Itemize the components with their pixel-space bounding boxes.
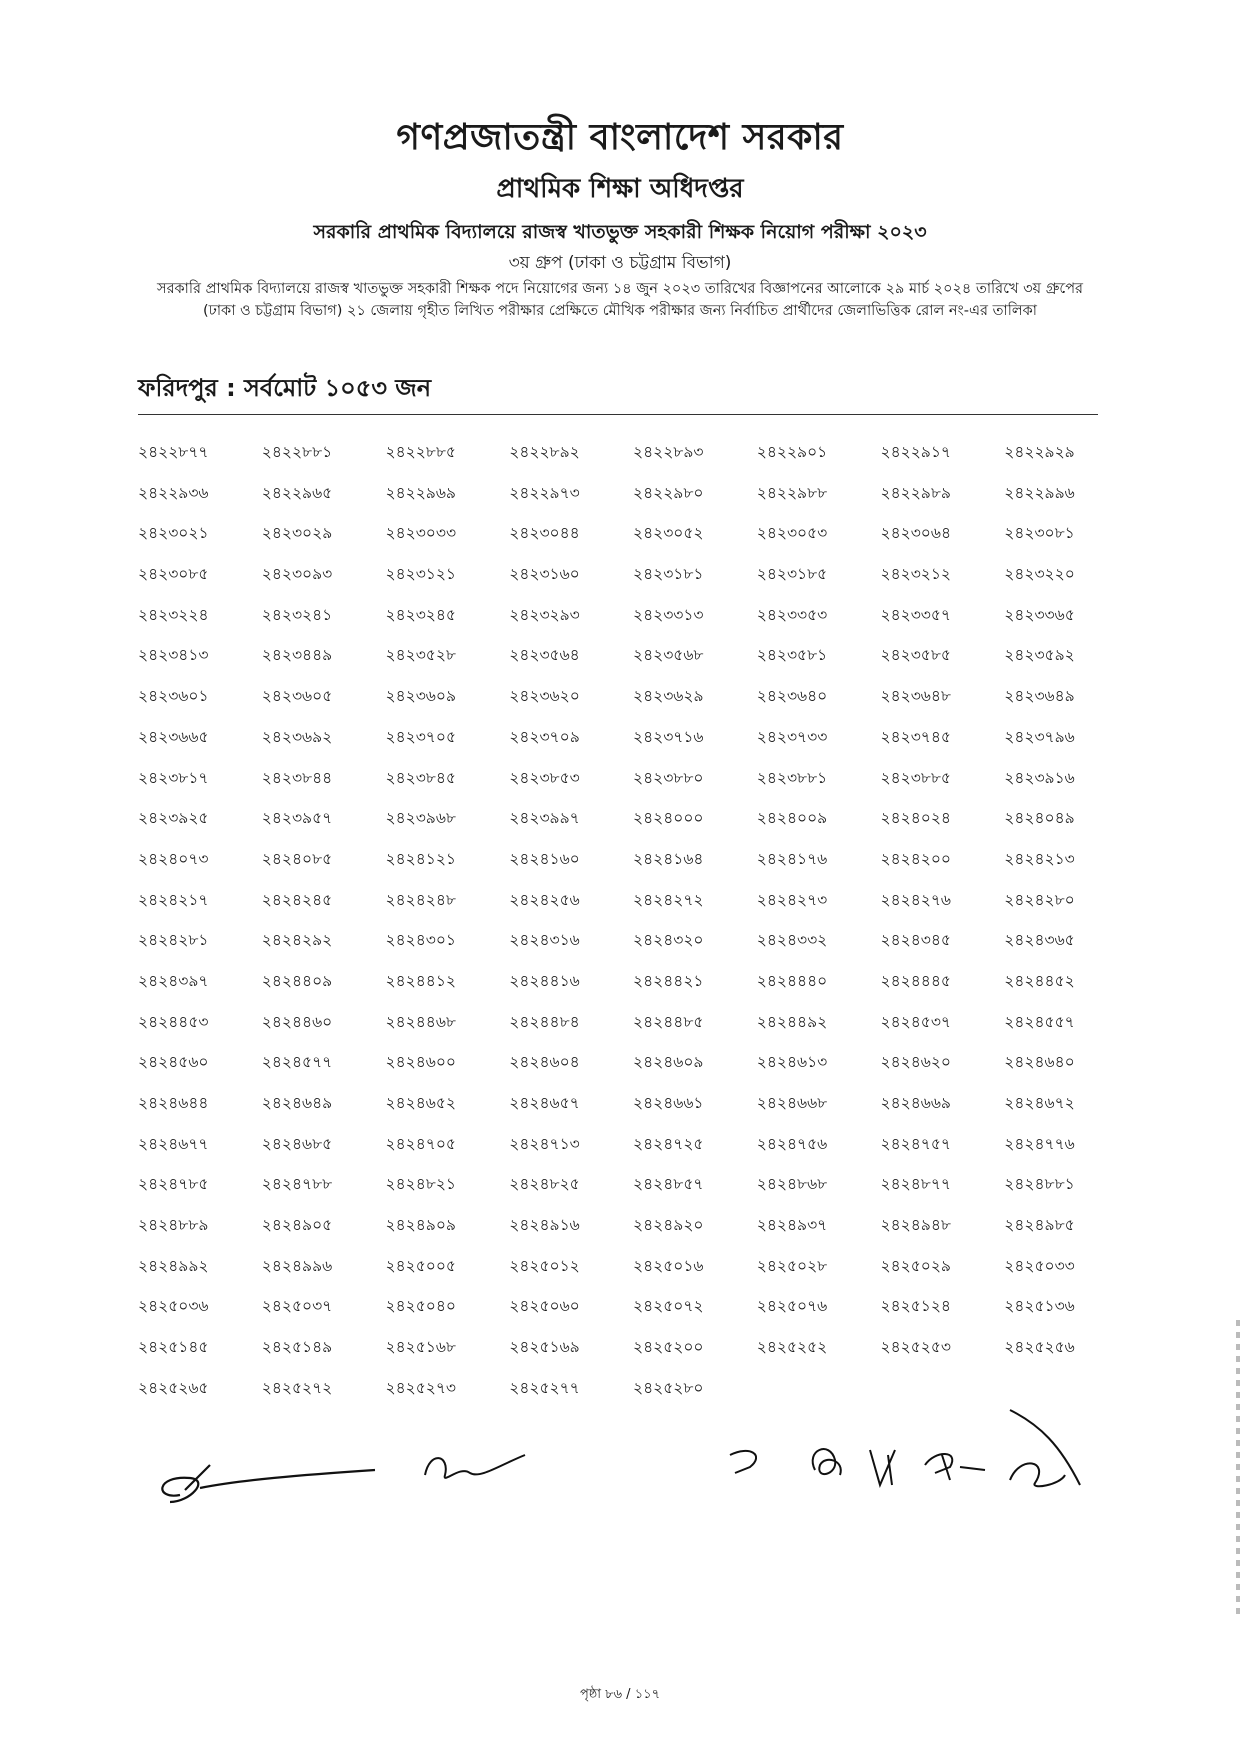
roll-number: ২৪২৪৬৭২ <box>1004 1094 1075 1112</box>
roll-number: ২৪২৫০৪০ <box>385 1297 456 1316</box>
roll-number: ২৪২২৯৮০ <box>633 483 704 502</box>
signature-right-icon <box>720 1395 1120 1505</box>
roll-number: ২৪২৩৯৫৭ <box>261 809 333 828</box>
roll-number: ২৪২৪৫৬০ <box>138 1053 209 1072</box>
roll-number: ২৪২৪৮২৫ <box>509 1175 580 1194</box>
roll-number: ২৪২৩৪১৩ <box>138 646 209 665</box>
roll-number: ২৪২২৯৯৬ <box>1004 483 1075 502</box>
roll-number: ২৪২৩০৯৩ <box>261 565 333 584</box>
roll-number: ২৪২৫২৭২ <box>261 1378 333 1397</box>
roll-number: ২৪২৪২১৩ <box>1004 849 1075 868</box>
roll-number: ২৪২৪৯৯২ <box>138 1256 209 1275</box>
roll-number: ২৪২৪৭৫৭ <box>880 1134 951 1153</box>
roll-number: ২৪২৩০২১ <box>138 524 209 543</box>
roll-number: ২৪২৫২৫৩ <box>880 1338 951 1357</box>
roll-number: ২৪২৩২১২ <box>880 565 952 584</box>
heading-divider <box>138 414 1098 415</box>
roll-number: ২৪২৪৮৫৭ <box>633 1175 704 1194</box>
roll-number: ২৪২৪৬৪৯ <box>261 1094 333 1112</box>
roll-number: ২৪২৪১২১ <box>385 849 456 868</box>
roll-number: ২৪২৩০২৯ <box>261 524 333 543</box>
roll-number: ২৪২৪০৪৯ <box>1004 809 1075 828</box>
roll-number: ২৪২৫০০৫ <box>385 1256 456 1275</box>
roll-number: ২৪২৪৬৭৭ <box>138 1134 209 1153</box>
roll-number: ২৪২৩১৮১ <box>633 565 704 584</box>
roll-number: ২৪২৪০৭৩ <box>138 849 209 868</box>
roll-number: ২৪২৩৮৮১ <box>756 768 828 787</box>
roll-number: ২৪২৩৫২৮ <box>385 646 456 665</box>
roll-number: ২৪২৪৪২১ <box>633 971 704 990</box>
roll-number: ২৪২৪০৮৫ <box>261 849 333 868</box>
roll-number: ২৪২৪২৮১ <box>138 931 209 950</box>
roll-number: ২৪২৪২১৭ <box>138 890 209 909</box>
roll-number: ২৪২৩৭১৬ <box>633 727 704 746</box>
roll-number: ২৪২৩৮৮০ <box>633 768 704 787</box>
roll-number: ২৪২২৯৮৮ <box>756 483 828 502</box>
roll-number: ২৪২৪৬৬৮ <box>756 1094 828 1112</box>
roll-number: ২৪২৩৫৬৪ <box>509 646 580 665</box>
roll-number: ২৪২৪৪০৯ <box>261 971 333 990</box>
roll-number: ২৪২৫০১৬ <box>633 1256 704 1275</box>
roll-number: ২৪২৫১২৪ <box>880 1297 951 1316</box>
roll-number: ২৪২৫০৭৬ <box>756 1297 828 1316</box>
roll-number: ২৪২৩৬২০ <box>509 687 580 706</box>
roll-number: ২৪২৪১৬৪ <box>633 849 704 868</box>
roll-number: ২৪২৪৯০৫ <box>261 1216 333 1235</box>
roll-number: ২৪২৪৯৪৮ <box>880 1216 951 1235</box>
roll-number: ২৪২৪৩২০ <box>633 931 704 950</box>
roll-number: ২৪২৪৬৫৭ <box>509 1094 580 1112</box>
roll-number: ২৪২৩৬০৯ <box>385 687 457 706</box>
roll-number: ২৪২২৯৭৩ <box>509 483 580 502</box>
government-title: গণপ্রজাতন্ত্রী বাংলাদেশ সরকার <box>396 117 844 158</box>
roll-number: ২৪২৪২৫৬ <box>509 890 580 909</box>
roll-number: ২৪২৩৬৬৫ <box>138 727 209 746</box>
roll-number: ২৪২৪৫৭৭ <box>261 1053 333 1072</box>
roll-number: ২৪২৪৪৯২ <box>756 1012 828 1031</box>
roll-number: ২৪২২৮৮১ <box>261 443 333 461</box>
roll-number: ২৪২৩০৪৪ <box>509 524 580 543</box>
roll-number: ২৪২৩৬০১ <box>138 687 209 706</box>
roll-number: ২৪২৩৭৪৫ <box>880 727 951 746</box>
roll-number: ২৪২২৮৯৩ <box>633 443 704 461</box>
roll-number: ২৪২৩৮৪৪ <box>261 768 333 787</box>
roll-number: ২৪২২৮৯২ <box>509 443 580 461</box>
roll-number: ২৪২২৮৭৭ <box>138 443 209 461</box>
roll-number: ২৪২৩৬৪৯ <box>1004 687 1075 706</box>
roll-number: ২৪২৩০৬৪ <box>880 524 952 543</box>
roll-number: ২৪২৪৭০৫ <box>385 1134 456 1153</box>
roll-number: ২৪২৫১৬৮ <box>385 1338 456 1357</box>
group-title: ৩য় গ্রুপ (ঢাকা ও চট্টগ্রাম বিভাগ) <box>508 253 732 273</box>
roll-number: ২৪২৪০০০ <box>633 809 704 828</box>
roll-number: ২৪২৪০০৯ <box>756 809 828 828</box>
roll-number: ২৪২৪৬০৯ <box>633 1053 704 1072</box>
roll-number: ২৪২২৮৮৫ <box>385 443 456 461</box>
roll-number: ২৪২৫১৩৬ <box>1004 1297 1075 1316</box>
roll-number: ২৪২৪৬৪৪ <box>138 1094 209 1112</box>
roll-number: ২৪২৪৭৭৬ <box>1004 1134 1075 1153</box>
roll-number: ২৪২৪২৯২ <box>261 931 333 950</box>
roll-number: ২৪২৩৪৪৯ <box>261 646 333 665</box>
roll-number: ২৪২৪৭৫৬ <box>756 1134 828 1153</box>
roll-number: ২৪২৫০৩৬ <box>138 1297 209 1316</box>
roll-number: ২৪২৫১৪৯ <box>261 1338 333 1357</box>
roll-number: ২৪২৩৩১৩ <box>633 605 704 624</box>
roll-number: ২৪২৩০৫২ <box>633 524 704 543</box>
roll-number: ২৪২৩৭৩৩ <box>756 727 828 746</box>
exam-title: সরকারি প্রাথমিক বিদ্যালয়ে রাজস্ব খাতভুক্ত সহকারী শিক্ষক নিয়োগ পরীক্ষা ২০২৩ <box>313 221 927 243</box>
notice-description: সরকারি প্রাথমিক বিদ্যালয়ে রাজস্ব খাতভুক্ত সহকারী শিক্ষক পদে নিয়োগের জন্য ১৪ জুন ২০২৩ তারিখের বিজ্ঞাপনের আলোকে ২৯ মার্চ ২০২৪ তারিখে ৩য় গ্রুপের (ঢাকা ও চট্টগ্রাম বিভাগ) ২১ জেলায় গৃহীত লিখিত পরীক্ষার প্রেক্ষিতে মৌখিক পরীক্ষার জন্য নির্বাচিত প্রার্থীদের জেলাভিত্তিক রোল নং-এর তালিকা <box>156 281 1084 319</box>
roll-number: ২৪২৩০৮৫ <box>138 565 209 584</box>
roll-number: ২৪২৪৬০৪ <box>509 1053 580 1072</box>
roll-number: ২৪২৪৪১২ <box>385 971 456 990</box>
roll-number: ২৪২৪৫৫৭ <box>1004 1012 1075 1031</box>
roll-number: ২৪২৩৭৯৬ <box>1004 727 1075 746</box>
roll-number: ২৪২৪৩৩২ <box>756 931 828 950</box>
roll-number: ২৪২৪৪৫৩ <box>138 1012 209 1031</box>
roll-number: ২৪২৫২৬৫ <box>138 1378 209 1397</box>
roll-number: ২৪২৪৬৮৫ <box>261 1134 333 1153</box>
roll-number: ২৪২৫১৪৫ <box>138 1338 209 1357</box>
roll-number: ২৪২৪৪৮৪ <box>509 1012 580 1031</box>
roll-number: ২৪২৪১৭৬ <box>756 849 828 868</box>
roll-number: ২৪২৪৪৪০ <box>756 971 828 990</box>
roll-number: ২৪২৫০৩৩ <box>1004 1256 1075 1275</box>
roll-number: ২৪২৩২৪১ <box>261 605 333 624</box>
roll-number: ২৪২৫০৭২ <box>633 1297 704 1316</box>
roll-number: ২৪২৩৭০৫ <box>385 727 457 746</box>
roll-number: ২৪২৪৪৫২ <box>1004 971 1075 990</box>
roll-number: ২৪২৩৩৫৩ <box>756 605 828 624</box>
scan-edge-artifact <box>1236 1320 1240 1620</box>
roll-number: ২৪২৩৬৪৮ <box>880 687 951 706</box>
roll-number: ২৪২৫২৫৬ <box>1004 1338 1075 1357</box>
roll-number: ২৪২৩৯১৬ <box>1004 768 1075 787</box>
roll-number: ২৪২৩১৮৫ <box>756 565 828 584</box>
roll-number: ২৪২৪১৬০ <box>509 849 580 868</box>
roll-number: ২৪২৪৪৬৮ <box>385 1012 456 1031</box>
roll-number: ২৪২৪৬০০ <box>385 1053 457 1072</box>
roll-number: ২৪২৪২৮০ <box>1004 890 1075 909</box>
roll-number: ২৪২৩১২১ <box>385 565 456 584</box>
roll-number: ২৪২৪৭১৩ <box>509 1134 580 1153</box>
roll-number: ২৪২৩১৬০ <box>509 565 580 584</box>
roll-number: ২৪২৪৯০৯ <box>385 1216 456 1235</box>
roll-number: ২৪২৪৬৬১ <box>633 1094 704 1112</box>
roll-number: ২৪২৪৮২১ <box>385 1175 456 1194</box>
roll-number: ২৪২৪৩১৬ <box>509 931 580 950</box>
roll-number: ২৪২৪৪৪৫ <box>880 971 951 990</box>
roll-number: ২৪২৫২৮০ <box>633 1378 704 1397</box>
roll-number: ২৪২৪৮৬৮ <box>756 1175 828 1194</box>
roll-number: ২৪২৪২৭৩ <box>756 890 828 909</box>
roll-number: ২৪২৩০৫৩ <box>756 524 828 543</box>
roll-number: ২৪২৪২৭৬ <box>880 890 952 909</box>
roll-number: ২৪২৫২৫২ <box>756 1338 828 1357</box>
roll-number: ২৪২৩৮১৭ <box>138 768 209 787</box>
roll-number: ২৪২৩৫৯২ <box>1004 646 1075 665</box>
roll-number: ২৪২৪৭৮৮ <box>261 1175 333 1194</box>
roll-number: ২৪২৫০২৯ <box>880 1256 951 1275</box>
roll-number: ২৪২২৯১৭ <box>880 443 951 461</box>
roll-number: ২৪২৪৬৬৯ <box>880 1094 951 1112</box>
roll-number: ২৪২২৯০১ <box>756 443 828 461</box>
page-number: পৃষ্ঠা ৮৬ / ১১৭ <box>579 1687 661 1702</box>
roll-number: ২৪২৪৯৩৭ <box>756 1216 828 1235</box>
roll-number: ২৪২৩৩৫৭ <box>880 605 952 624</box>
roll-number: ২৪২৩২২৪ <box>138 605 209 624</box>
roll-number: ২৪২৪৩০১ <box>385 931 456 950</box>
roll-number: ২৪২৪৪১৬ <box>509 971 580 990</box>
signature-middle-icon <box>420 1445 530 1495</box>
roll-number: ২৪২৩৮৮৫ <box>880 768 951 787</box>
roll-number: ২৪২২৯২৯ <box>1004 443 1075 461</box>
roll-number: ২৪২৪৩৪৫ <box>880 931 951 950</box>
roll-number: ২৪২৪৫৩৭ <box>880 1012 951 1031</box>
roll-number: ২৪২৩৬২৯ <box>633 687 704 706</box>
roll-number: ২৪২৫১৬৯ <box>509 1338 580 1357</box>
roll-number: ২৪২৩৮৫৩ <box>509 768 580 787</box>
roll-number: ২৪২৩৫৬৮ <box>633 646 704 665</box>
roll-number: ২৪২৫০৩৭ <box>261 1297 333 1316</box>
roll-number: ২৪২৫২০০ <box>633 1338 704 1357</box>
roll-number: ২৪২৫২৭৩ <box>385 1378 457 1397</box>
roll-number: ২৪২৩৫৮৫ <box>880 646 951 665</box>
roll-number: ২৪২৩৯৯৭ <box>509 809 580 828</box>
roll-number: ২৪২৪৬৫২ <box>385 1094 456 1112</box>
roll-number: ২৪২৫০৬০ <box>509 1297 580 1316</box>
roll-number: ২৪২৪৯১৬ <box>509 1216 580 1235</box>
roll-number: ২৪২৪৩৬৫ <box>1004 931 1075 950</box>
roll-number: ২৪২৪০২৪ <box>880 809 951 828</box>
roll-number: ২৪২৩৯২৫ <box>138 809 209 828</box>
roll-number: ২৪২৪৮৮১ <box>1004 1175 1075 1194</box>
roll-number: ২৪২৪৯৯৬ <box>261 1256 333 1275</box>
roll-number: ২৪২৩৬৯২ <box>261 727 333 746</box>
roll-number: ২৪২৪৮৮৯ <box>138 1216 209 1235</box>
roll-number: ২৪২৫২৭৭ <box>509 1378 580 1397</box>
roll-number: ২৪২৪৩৯৭ <box>138 971 209 990</box>
roll-number: ২৪২৪২০০ <box>880 849 952 868</box>
roll-number: ২৪২৫০১২ <box>509 1256 580 1275</box>
roll-number: ২৪২৩০৮১ <box>1004 524 1075 543</box>
roll-number-grid <box>138 440 1128 1417</box>
roll-number: ২৪২৩০৩৩ <box>385 524 457 543</box>
district-heading: ফরিদপুর : সর্বমোট ১০৫৩ জন <box>138 374 432 402</box>
roll-number: ২৪২৩৬০৫ <box>261 687 333 706</box>
roll-number: ২৪২৪৪৮৫ <box>633 1012 704 1031</box>
roll-number: ২৪২৪২৭২ <box>633 890 704 909</box>
department-title: প্রাথমিক শিক্ষা অধিদপ্তর <box>496 174 744 204</box>
roll-number: ২৪২৪৭২৫ <box>633 1134 704 1153</box>
roll-number: ২৪২৪৯৮৫ <box>1004 1216 1075 1235</box>
roll-number: ২৪২২৯৬৫ <box>261 483 333 502</box>
roll-number: ২৪২৪৬১৩ <box>756 1053 828 1072</box>
roll-number: ২৪২২৯৬৯ <box>385 483 456 502</box>
roll-number: ২৪২৪৯২০ <box>633 1216 704 1235</box>
roll-number: ২৪২৪৪৬০ <box>261 1012 333 1031</box>
roll-number: ২৪২৩৬৪০ <box>756 687 828 706</box>
roll-number: ২৪২৫০২৮ <box>756 1256 828 1275</box>
signature-left-icon <box>150 1440 380 1520</box>
roll-number: ২৪২৪৬২০ <box>880 1053 952 1072</box>
roll-number: ২৪২৩৩৬৫ <box>1004 605 1075 624</box>
roll-number: ২৪২৪২৪৫ <box>261 890 333 909</box>
roll-number: ২৪২৩৫৮১ <box>756 646 828 665</box>
roll-number: ২৪২৩৭০৯ <box>509 727 580 746</box>
roll-number: ২৪২৪৬৪০ <box>1004 1053 1075 1072</box>
roll-number: ২৪২৪২৪৮ <box>385 890 456 909</box>
roll-number: ২৪২৩৮৪৫ <box>385 768 456 787</box>
roll-number: ২৪২৪৮৭৭ <box>880 1175 951 1194</box>
roll-number: ২৪২৪৭৮৫ <box>138 1175 209 1194</box>
roll-number: ২৪২৩২৪৫ <box>385 605 456 624</box>
roll-number: ২৪২২৯৮৯ <box>880 483 951 502</box>
roll-number: ২৪২৩২৯৩ <box>509 605 580 624</box>
roll-number: ২৪২৩২২০ <box>1004 565 1075 584</box>
roll-number: ২৪২৩৯৬৮ <box>385 809 456 828</box>
roll-number: ২৪২২৯৩৬ <box>138 483 209 502</box>
